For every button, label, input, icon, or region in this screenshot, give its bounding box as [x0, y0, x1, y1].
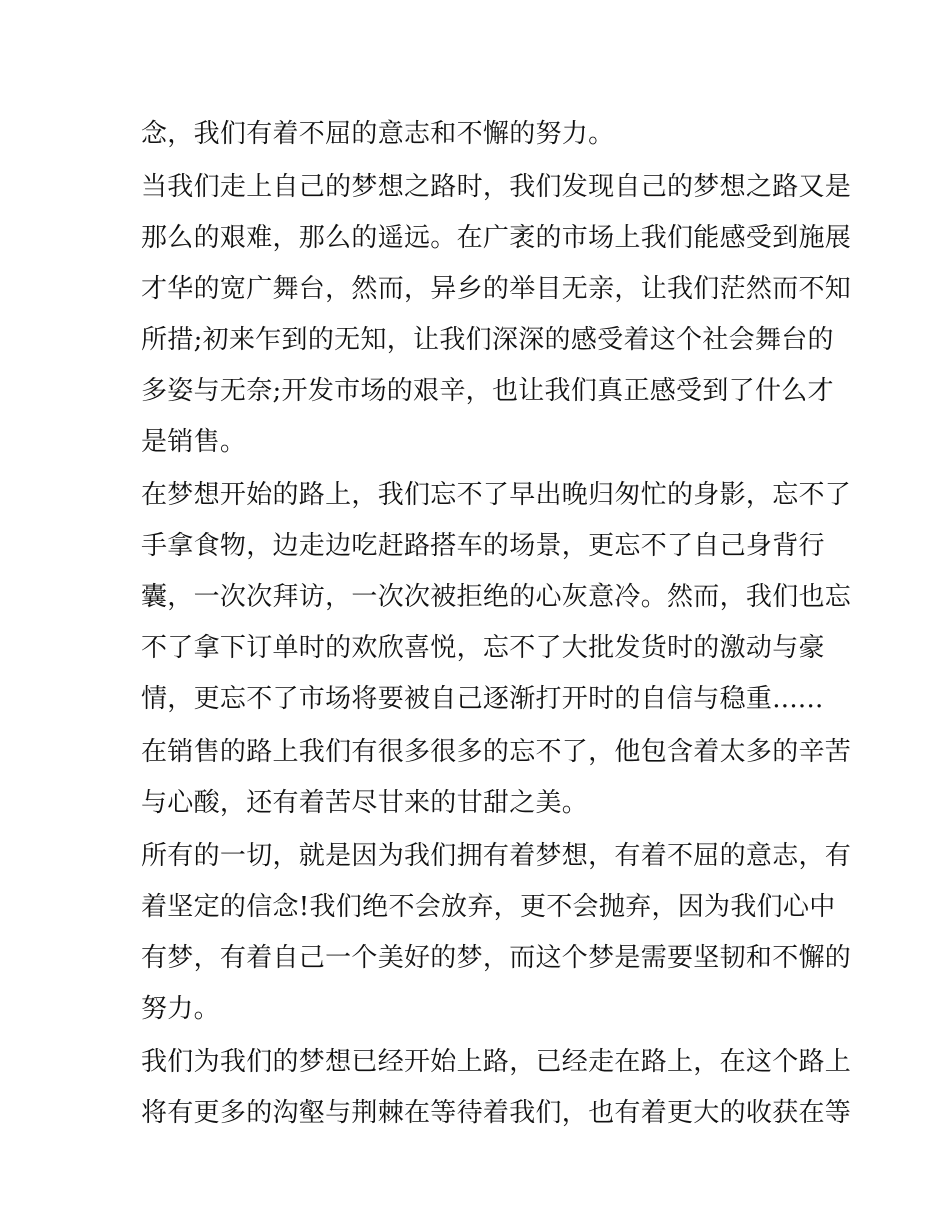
text-line: 才华的宽广舞台，然而，异乡的举目无亲，让我们茫然而不知 — [141, 274, 852, 304]
text-line: 不了拿下订单时的欢欣喜悦，忘不了大批发货时的激动与豪 — [141, 633, 825, 663]
paragraph-2 — [141, 162, 852, 468]
text-line: 将有更多的沟壑与荆棘在等待着我们，也有着更大的收获在等 — [141, 1098, 852, 1128]
paragraph-6 — [141, 1037, 852, 1139]
text-line: 在梦想开始的路上，我们忘不了早出晚归匆忙的身影，忘不了 — [141, 480, 852, 510]
paragraph-3 — [141, 470, 852, 725]
text-line: 所有的一切，就是因为我们拥有着梦想，有着不屈的意志，有 — [141, 841, 852, 871]
text-line: 囊，一次次拜访，一次次被拒绝的心灰意冷。然而，我们也忘 — [141, 582, 852, 612]
text-line: 是销售。 — [141, 427, 247, 457]
text-line: 与心酸，还有着苦尽甘来的甘甜之美。 — [141, 788, 589, 818]
paragraph-5 — [141, 831, 852, 1035]
text-line: 着坚定的信念!我们绝不会放弃，更不会抛弃，因为我们心中 — [141, 892, 836, 922]
text-line: 在销售的路上我们有很多很多的忘不了，他包含着太多的辛苦 — [141, 737, 852, 767]
text-line: 那么的艰难，那么的遥远。在广袤的市场上我们能感受到施展 — [141, 223, 852, 253]
text-line: 我们为我们的梦想已经开始上路，已经走在路上，在这个路上 — [141, 1047, 852, 1077]
text-line: 当我们走上自己的梦想之路时，我们发现自己的梦想之路又是 — [141, 172, 852, 202]
text-line: 多姿与无奈;开发市场的艰辛，也让我们真正感受到了什么才 — [141, 376, 834, 406]
text-line: 手拿食物，边走边吃赶路搭车的场景，更忘不了自己身背行 — [141, 531, 825, 561]
body-text — [141, 109, 852, 1141]
text-line: 努力。 — [141, 994, 220, 1024]
paragraph-4 — [141, 727, 852, 829]
text-line: 情，更忘不了市场将要被自己逐渐打开时的自信与稳重...... — [141, 684, 824, 714]
paragraph-1 — [141, 109, 813, 160]
text-line: 所措;初来乍到的无知，让我们深深的感受着这个社会舞台的 — [141, 325, 834, 355]
text-line: 念，我们有着不屈的意志和不懈的努力。 — [141, 119, 615, 149]
text-line: 有梦，有着自己一个美好的梦，而这个梦是需要坚韧和不懈的 — [141, 943, 852, 973]
